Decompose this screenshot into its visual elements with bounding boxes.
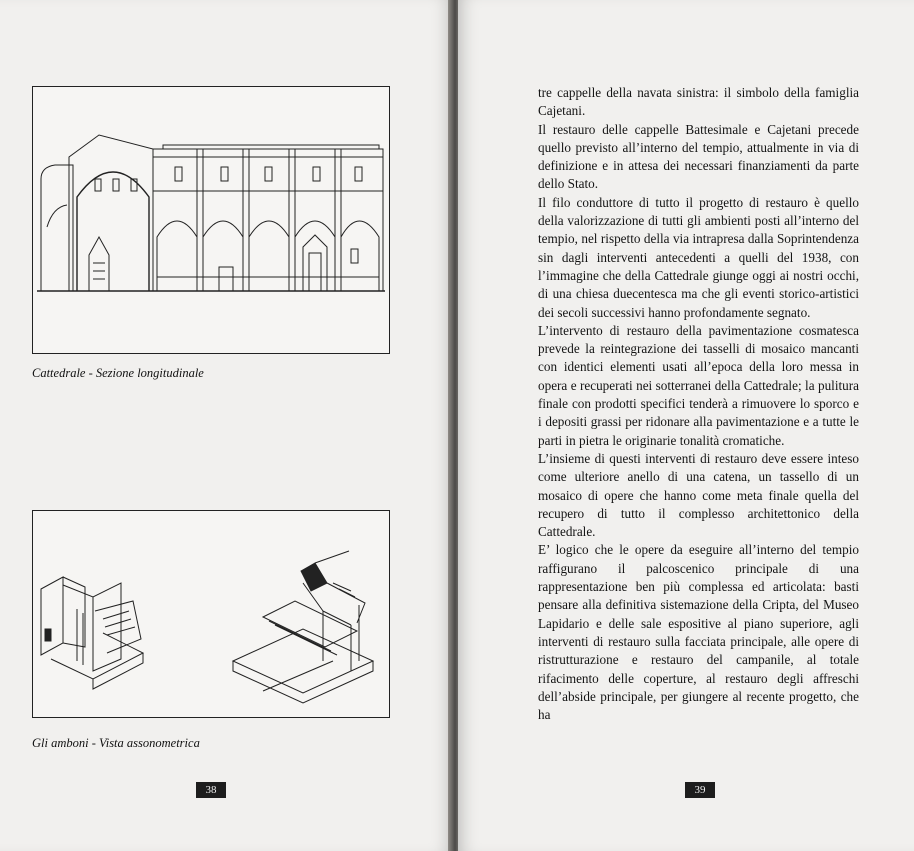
page-number-left: 38 — [196, 782, 226, 798]
cathedral-section-illustration — [33, 87, 389, 353]
paragraph: tre cappelle della navata sinistra: il simbolo della famiglia Cajetani. — [538, 85, 859, 119]
page-number-right: 39 — [685, 782, 715, 798]
paragraph: Il filo conduttore di tutto il progetto di restauro è quello della valorizzazione di tutti gli ambienti posti all’interno del tempio, nel rispetto della via intrapresa dalla Soprintendenza sin dagli interventi antecedenti a quelli del 1938, con l’immagine che della Cattedrale giunge oggi ai nostri occhi, di una chiesa duecentesca ma che gli eventi storico-artistici dei secoli successivi hanno profondamente segnato. — [538, 194, 859, 320]
left-page — [0, 0, 452, 851]
right-page — [458, 0, 914, 851]
cathedral-section-drawing — [32, 86, 390, 354]
paragraph: L’insieme di questi interventi di restauro deve essere inteso come ulteriore anello di una catena, un tassello di un mosaico di opere che hanno come meta finale quella del recupero di tutto il complesso architettonico della Cattedrale. — [538, 450, 859, 540]
ambones-axonometric-drawing — [32, 510, 390, 718]
figure2-caption: Gli amboni - Vista assonometrica — [32, 736, 200, 750]
paragraph: E’ logico che le opere da eseguire all’interno del tempio raffigurano il palcoscenico principale di una rappresentazione ben più complessa ed articolata: basti pensare alla definitiva sistemazione della Cripta, del Museo Lapidario e delle sale espositive al piano superiore, agli interventi di restauro sulla facciata principale, alle opere di ristrutturazione e restauro del campanile, al totale rifacimento delle coperture, al restauro degli affreschi dell’abside principale, per giungere al recente progetto, che ha — [538, 542, 859, 723]
ambones-illustration — [33, 511, 389, 717]
paragraph: L’intervento di restauro della pavimentazione cosmatesca prevede la reintegrazione dei tasselli di mosaico mancanti con identici elementi usati all’epoca della loro messa in opera e recuperati nei sotterranei della Cattedrale; la pulitura finale con prodotti specifici tenderà a rimuovere lo sporco e i depositi grassi per ridonare alla pavimentazione e a tutte le parti in pietra le originarie tonalità cromatiche. — [538, 322, 859, 448]
paragraph: Il restauro delle cappelle Battesimale e Cajetani precede quello previsto all’interno del tempio, attualmente in via di definizione e in attesa dei necessari finanziamenti da parte dello Stato. — [538, 121, 859, 192]
figure1-caption: Cattedrale - Sezione longitudinale — [32, 366, 204, 380]
body-text — [538, 84, 859, 724]
